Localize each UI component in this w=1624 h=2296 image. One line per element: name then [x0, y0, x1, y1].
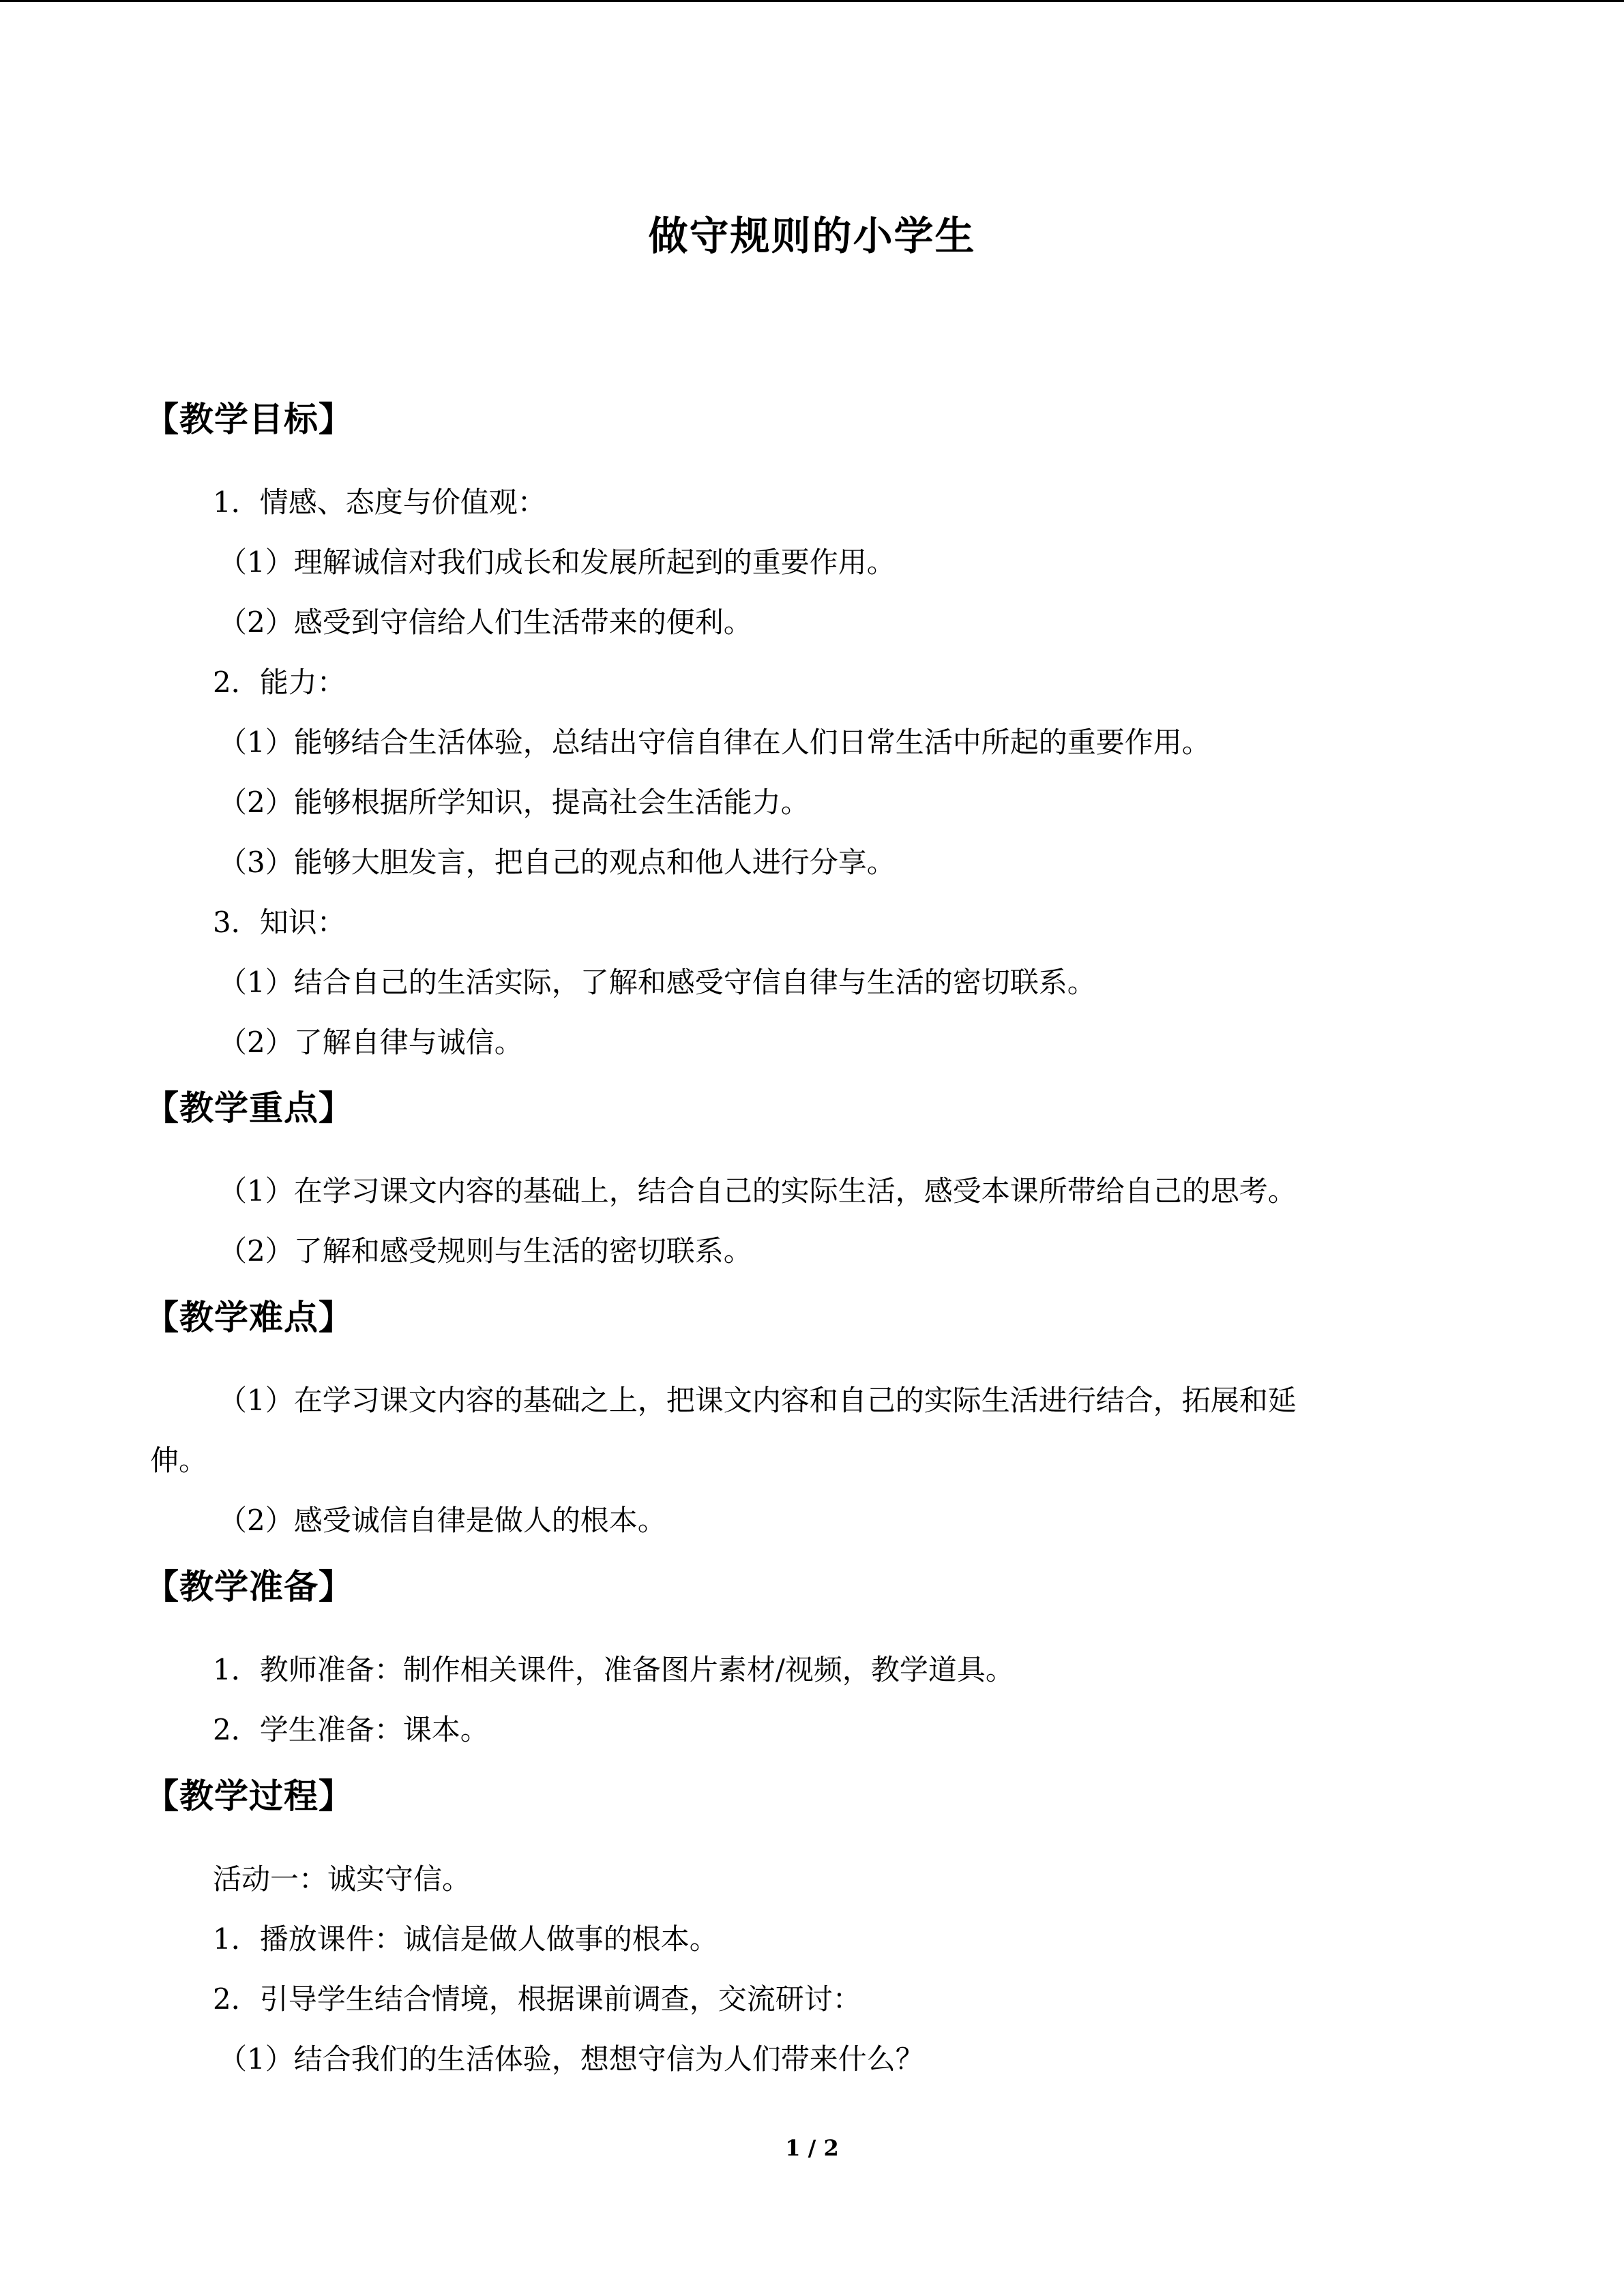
page-number: 1 / 2: [785, 2135, 839, 2161]
objective-line: （1）能够结合生活体验，总结出守信自律在人们日常生活中所起的重要作用。: [218, 726, 1211, 759]
section-heading-preparation: 【教学准备】: [145, 1567, 353, 1607]
page-top-border: [0, 0, 1624, 2]
process-line: 活动一：诚实守信。: [213, 1862, 471, 1896]
key-point-line: （2）了解和感受规则与生活的密切联系。: [218, 1234, 752, 1268]
objective-line: （2）感受到守信给人们生活带来的便利。: [218, 606, 752, 639]
key-point-line: （1）在学习课文内容的基础上，结合自己的实际生活，感受本课所带给自己的思考。: [218, 1174, 1297, 1208]
objective-line: （3）能够大胆发言，把自己的观点和他人进行分享。: [218, 846, 896, 879]
document-title: 做守规则的小学生: [648, 213, 976, 259]
process-line: 1．播放课件：诚信是做人做事的根本。: [213, 1922, 718, 1956]
objective-line: 2．能力：: [213, 666, 346, 699]
difficulty-line: （1）在学习课文内容的基础之上，把课文内容和自己的实际生活进行结合，拓展和延: [218, 1384, 1297, 1417]
objective-line: 3．知识：: [213, 906, 346, 939]
difficulty-line: （2）感受诚信自律是做人的根本。: [218, 1504, 666, 1537]
objective-line: （2）能够根据所学知识，提高社会生活能力。: [218, 786, 810, 819]
objective-line: （1）理解诚信对我们成长和发展所起到的重要作用。: [218, 546, 896, 579]
difficulty-line: 伸。: [150, 1444, 208, 1477]
process-line: （1）结合我们的生活体验，想想守信为人们带来什么？: [218, 2042, 924, 2076]
objective-line: （1）结合自己的生活实际，了解和感受守信自律与生活的密切联系。: [218, 966, 1096, 999]
objective-line: （2）了解自律与诚信。: [218, 1026, 523, 1059]
section-heading-process: 【教学过程】: [145, 1776, 353, 1816]
preparation-line: 2．学生准备：课本。: [213, 1713, 489, 1746]
preparation-line: 1．教师准备：制作相关课件，准备图片素材/视频，教学道具。: [213, 1653, 1014, 1686]
objective-line: 1．情感、态度与价值观：: [213, 486, 546, 519]
section-heading-objectives: 【教学目标】: [145, 400, 353, 439]
section-heading-difficulties: 【教学难点】: [145, 1298, 353, 1337]
section-heading-key-points: 【教学重点】: [145, 1088, 353, 1128]
process-line: 2．引导学生结合情境，根据课前调查，交流研讨：: [213, 1982, 861, 2016]
